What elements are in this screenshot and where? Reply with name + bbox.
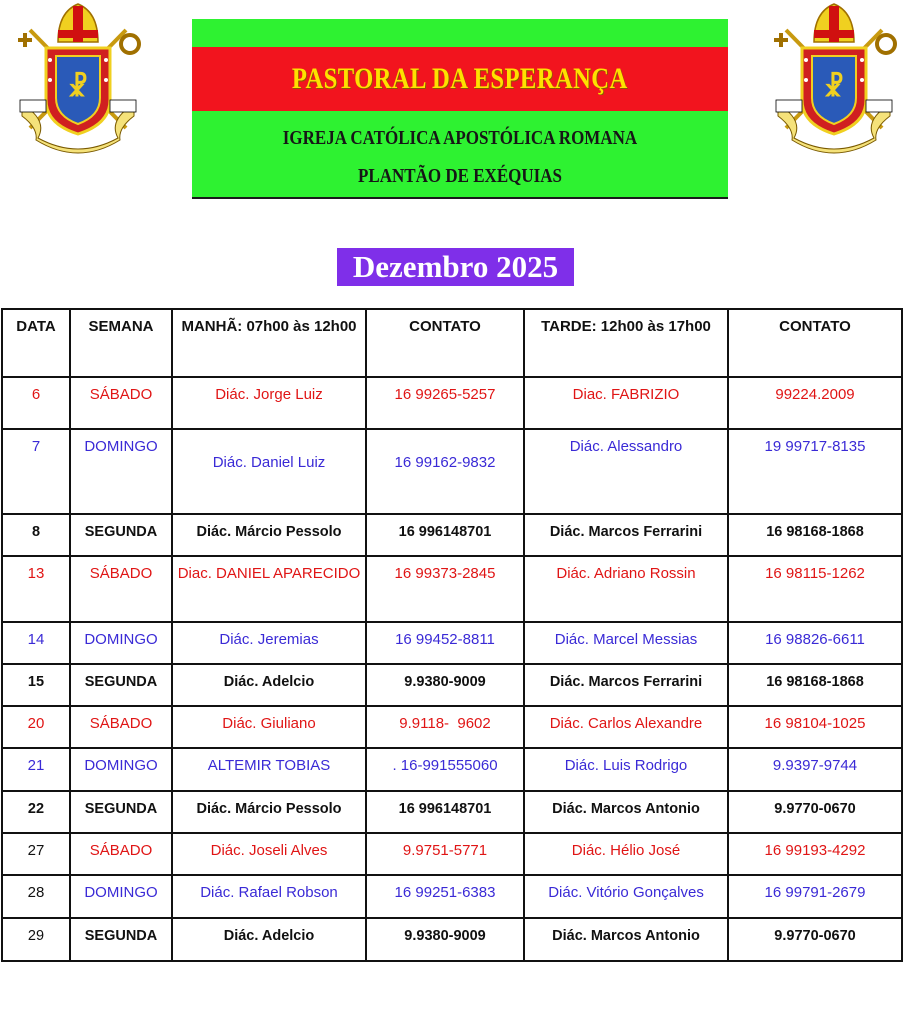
cell-morning: Diác. Rafael Robson	[172, 875, 366, 918]
table-row	[2, 664, 902, 706]
table-row	[2, 622, 902, 664]
table-row	[2, 791, 902, 833]
month-label: Dezembro 2025	[337, 248, 574, 286]
cell-afternoon-contact: 99224.2009	[728, 377, 902, 429]
cell-afternoon: Diác. Marcos Antonio	[524, 918, 728, 961]
schedule-table	[1, 308, 903, 962]
cell-morning-contact: 16 99265-5257	[366, 377, 524, 429]
cell-morning: Diác. Jorge Luiz	[172, 377, 366, 429]
table-row	[2, 429, 902, 514]
cell-day: 29	[2, 918, 70, 961]
banner-subtitle-duty: PLANTÃO DE EXÉQUIAS	[357, 165, 563, 187]
cell-morning: Diác. Adelcio	[172, 664, 366, 706]
cell-weekday: SEGUNDA	[70, 791, 172, 833]
archdiocese-coat-of-arms-icon	[8, 0, 148, 160]
cell-afternoon: Diác. Marcos Ferrarini	[524, 514, 728, 556]
banner-subtitle-band	[192, 111, 728, 197]
banner-title-band	[192, 47, 728, 111]
cell-morning: ALTEMIR TOBIAS	[172, 748, 366, 791]
cell-afternoon-contact: 9.9770-0670	[728, 791, 902, 833]
cell-afternoon-contact: 16 99193-4292	[728, 833, 902, 875]
header-weekday: SEMANA	[70, 309, 172, 377]
cell-afternoon-contact: 19 99717-8135	[728, 429, 902, 514]
cell-morning: Diác. Joseli Alves	[172, 833, 366, 875]
table-row	[2, 875, 902, 918]
banner-subtitle-church: IGREJA CATÓLICA APOSTÓLICA ROMANA	[282, 127, 638, 149]
cell-day: 28	[2, 875, 70, 918]
header-afternoon-contact: CONTATO	[728, 309, 902, 377]
cell-morning-contact: 16 99251-6383	[366, 875, 524, 918]
cell-day: 8	[2, 514, 70, 556]
cell-weekday: DOMINGO	[70, 748, 172, 791]
table-row	[2, 377, 902, 429]
cell-afternoon-contact: 16 99791-2679	[728, 875, 902, 918]
cell-morning: Diác. Márcio Pessolo	[172, 514, 366, 556]
cell-morning: Diác. Adelcio	[172, 918, 366, 961]
cell-afternoon-contact: 16 98104-1025	[728, 706, 902, 748]
cell-afternoon: Diác. Adriano Rossin	[524, 556, 728, 622]
cell-day: 6	[2, 377, 70, 429]
cell-morning: Diác. Jeremias	[172, 622, 366, 664]
cell-afternoon: Diác. Alessandro	[524, 429, 728, 514]
table-row	[2, 514, 902, 556]
header-date: DATA	[2, 309, 70, 377]
cell-morning-contact: 9.9118- 9602	[366, 706, 524, 748]
cell-day: 27	[2, 833, 70, 875]
cell-morning: Diác. Márcio Pessolo	[172, 791, 366, 833]
cell-weekday: SEGUNDA	[70, 664, 172, 706]
cell-afternoon-contact: 16 98168-1868	[728, 664, 902, 706]
cell-morning: Diác. Giuliano	[172, 706, 366, 748]
table-row	[2, 918, 902, 961]
cell-morning-contact: 16 99373-2845	[366, 556, 524, 622]
archdiocese-coat-of-arms-icon	[764, 0, 904, 160]
table-row	[2, 706, 902, 748]
cell-morning-contact: 16 99452-8811	[366, 622, 524, 664]
header-morning: MANHÃ: 07h00 às 12h00	[172, 309, 366, 377]
cell-morning: Diac. DANIEL APARECIDO	[172, 556, 366, 622]
cell-afternoon: Diác. Marcos Antonio	[524, 791, 728, 833]
cell-morning-contact: 9.9380-9009	[366, 664, 524, 706]
cell-afternoon-contact: 16 98826-6611	[728, 622, 902, 664]
cell-weekday: SÁBADO	[70, 833, 172, 875]
svg-text:☧: ☧	[67, 73, 89, 103]
cell-afternoon: Diác. Marcel Messias	[524, 622, 728, 664]
banner-title: PASTORAL DA ESPERANÇA	[292, 62, 628, 95]
cell-weekday: SÁBADO	[70, 556, 172, 622]
cell-day: 7	[2, 429, 70, 514]
cell-day: 20	[2, 706, 70, 748]
cell-morning-contact: 9.9380-9009	[366, 918, 524, 961]
cell-morning-contact: 16 99162-9832	[366, 429, 524, 514]
table-row	[2, 748, 902, 791]
banner-top-band	[192, 19, 728, 47]
cell-afternoon: Diác. Luis Rodrigo	[524, 748, 728, 791]
cell-afternoon: Diác. Hélio José	[524, 833, 728, 875]
cell-afternoon-contact: 9.9397-9744	[728, 748, 902, 791]
cell-afternoon: Diác. Vitório Gonçalves	[524, 875, 728, 918]
cell-morning-contact: 16 996148701	[366, 514, 524, 556]
cell-weekday: SEGUNDA	[70, 514, 172, 556]
cell-weekday: SÁBADO	[70, 377, 172, 429]
cell-day: 22	[2, 791, 70, 833]
cell-weekday: DOMINGO	[70, 622, 172, 664]
cell-afternoon-contact: 16 98168-1868	[728, 514, 902, 556]
cell-morning-contact: 9.9751-5771	[366, 833, 524, 875]
table-row	[2, 833, 902, 875]
cell-morning-contact: 16 996148701	[366, 791, 524, 833]
cell-afternoon: Diác. Marcos Ferrarini	[524, 664, 728, 706]
svg-text:☧: ☧	[823, 73, 845, 103]
cell-weekday: DOMINGO	[70, 875, 172, 918]
cell-day: 13	[2, 556, 70, 622]
cell-morning: Diác. Daniel Luiz	[172, 429, 366, 514]
cell-afternoon: Diác. Carlos Alexandre	[524, 706, 728, 748]
cell-weekday: SÁBADO	[70, 706, 172, 748]
cell-day: 14	[2, 622, 70, 664]
cell-weekday: SEGUNDA	[70, 918, 172, 961]
cell-morning-contact: . 16-991555060	[366, 748, 524, 791]
cell-afternoon-contact: 9.9770-0670	[728, 918, 902, 961]
header-afternoon: TARDE: 12h00 às 17h00	[524, 309, 728, 377]
table-row	[2, 556, 902, 622]
cell-weekday: DOMINGO	[70, 429, 172, 514]
cell-day: 21	[2, 748, 70, 791]
table-header-row	[2, 309, 902, 377]
cell-afternoon-contact: 16 98115-1262	[728, 556, 902, 622]
header-banner	[192, 19, 728, 199]
header-morning-contact: CONTATO	[366, 309, 524, 377]
cell-afternoon: Diac. FABRIZIO	[524, 377, 728, 429]
cell-day: 15	[2, 664, 70, 706]
